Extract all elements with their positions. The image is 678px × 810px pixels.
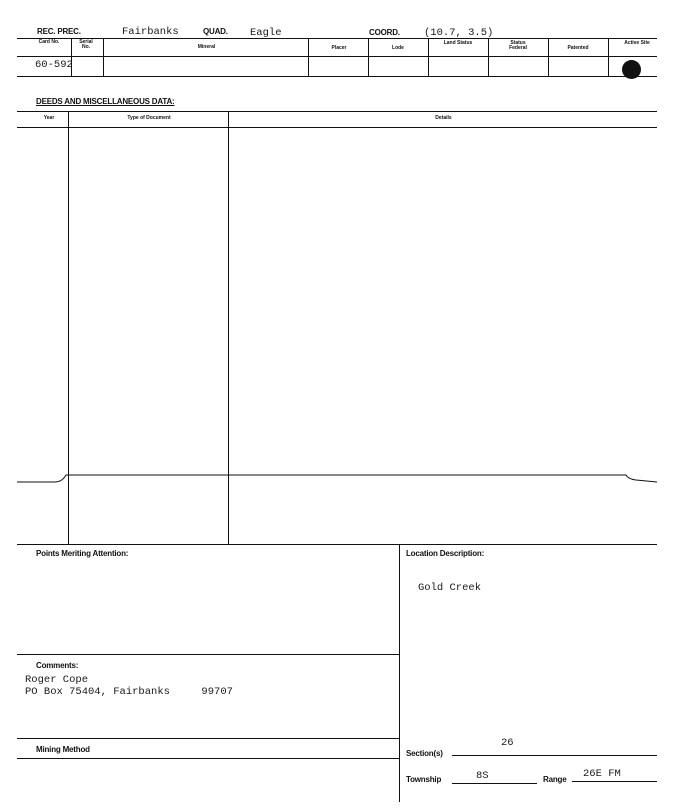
summary-divider [368, 38, 369, 76]
summary-divider [428, 38, 429, 76]
section-underline [452, 755, 657, 756]
township-label: Township [406, 775, 442, 784]
location-description-value: Gold Creek [418, 582, 482, 594]
points-meriting-attention-label: Points Meriting Attention: [36, 549, 129, 558]
bottom-top-rule [17, 544, 657, 545]
summary-divider [548, 38, 549, 76]
col-type-of-document: Type of Document [127, 115, 171, 121]
summary-bottom-rule [17, 76, 657, 77]
card-no-value: 60-592 [35, 59, 73, 71]
page-join-rule [0, 464, 678, 494]
deeds-top-rule [17, 111, 657, 112]
bottom-center-divider [399, 544, 400, 802]
header-rule [17, 38, 657, 39]
quad-label: QUAD. [203, 27, 228, 36]
mining-method-label: Mining Method [36, 745, 90, 754]
deeds-header-rule [17, 127, 657, 128]
active-site-dot [622, 60, 641, 79]
township-value: 8S [476, 770, 489, 782]
summary-divider [103, 38, 104, 76]
comments-line-1: Roger Cope [25, 674, 89, 686]
rec-prec-label: REC. PREC. [37, 27, 81, 36]
range-value: 26E FM [583, 768, 621, 780]
col-details: Details [435, 115, 452, 121]
comments-label: Comments: [36, 661, 79, 670]
coord-value: (10.7, 3.5) [424, 27, 494, 39]
summary-divider [608, 38, 609, 76]
col-lode: Lode [392, 45, 404, 51]
col-mineral: Mineral [197, 44, 216, 50]
range-underline [572, 781, 657, 782]
mining-method-underline [17, 758, 399, 759]
col-placer: Placer [331, 45, 347, 51]
location-description-label: Location Description: [406, 549, 485, 558]
col-card-no: Card No. [38, 39, 60, 45]
quad-value: Eagle [250, 27, 282, 39]
col-active-site: Active Site [624, 40, 650, 46]
summary-divider [488, 38, 489, 76]
col-status-federal: Status Federal [509, 40, 527, 51]
col-serial-no: Serial No. [79, 39, 93, 50]
mining-method-rule [17, 738, 399, 739]
range-label: Range [543, 775, 567, 784]
deeds-title: DEEDS AND MISCELLANEOUS DATA: [36, 97, 175, 106]
summary-divider [308, 38, 309, 76]
summary-header-rule [17, 56, 657, 57]
township-underline [452, 783, 537, 784]
col-year: Year [43, 115, 55, 121]
comments-rule [17, 654, 399, 655]
section-label: Section(s) [406, 749, 443, 758]
coord-label: COORD. [369, 28, 400, 37]
col-patented: Patented [567, 45, 589, 51]
col-land-status: Land Status [443, 40, 473, 46]
section-value: 26 [501, 737, 514, 749]
rec-prec-value: Fairbanks [122, 26, 179, 38]
comments-line-2: PO Box 75404, Fairbanks 99707 [25, 686, 233, 698]
